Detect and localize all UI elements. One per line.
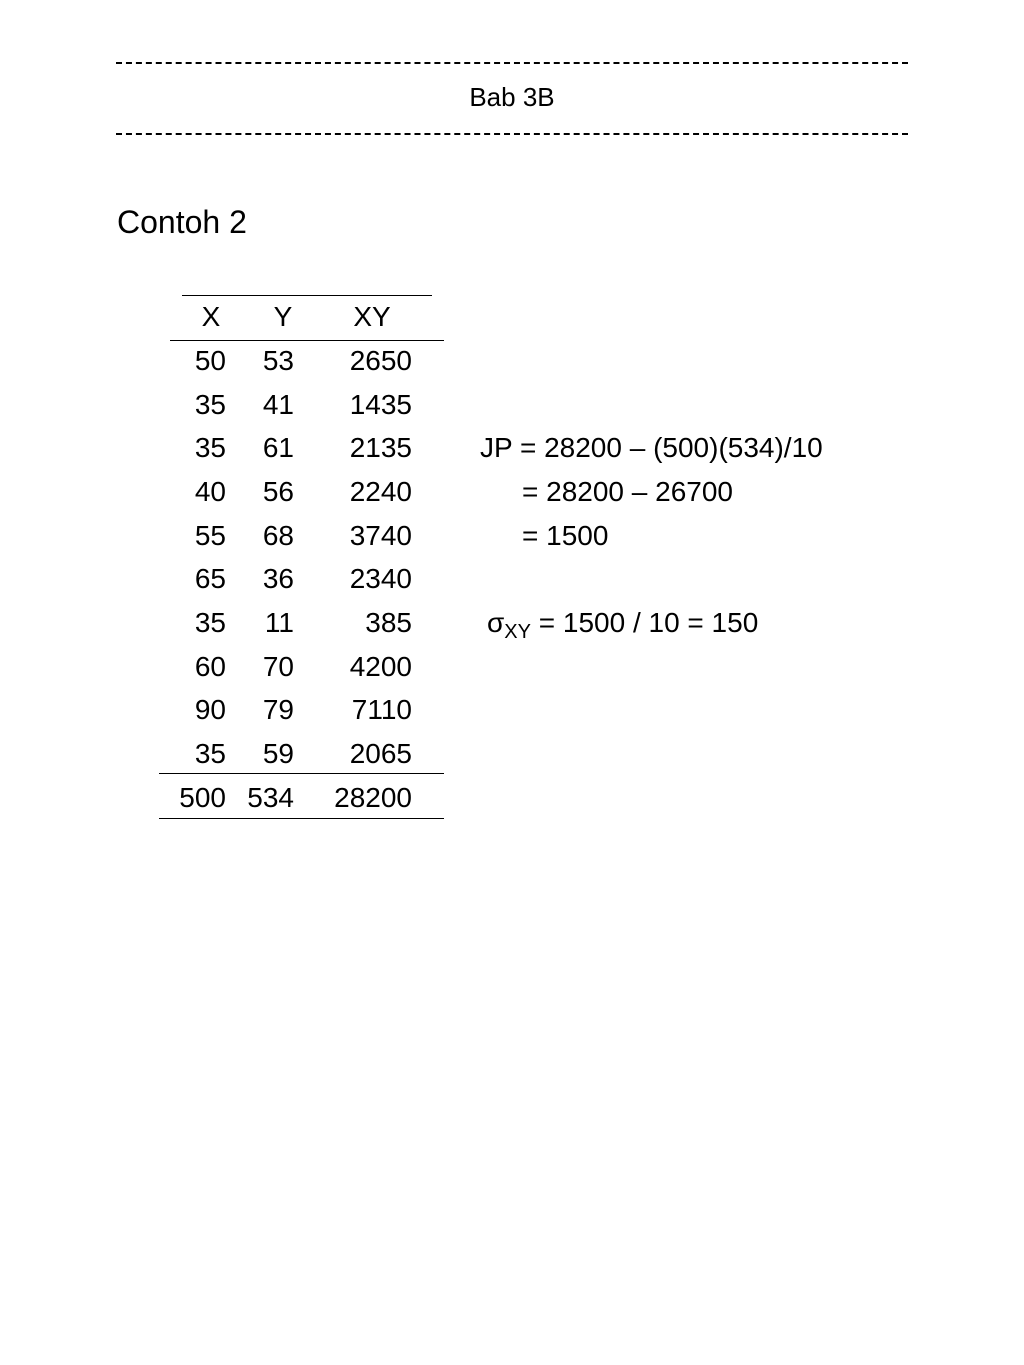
table-header-y: Y (273, 301, 293, 332)
table-cell-xy: 385 (365, 607, 412, 638)
table-cell-y: 79 (262, 694, 294, 725)
table-cell-xy: 2240 (349, 476, 412, 507)
table-cell-xy: 1435 (349, 389, 412, 420)
table-cell-x: 50 (194, 345, 226, 376)
table-cell-x: 35 (194, 432, 226, 463)
table-cell-xy: 2065 (349, 738, 412, 769)
table-cell-xy: 2650 (349, 345, 412, 376)
table-rule-top (182, 295, 432, 296)
calc-line-jp: JP = 28200 – (500)(534)/10 (480, 432, 823, 463)
table-rule-header (170, 340, 444, 341)
table-cell-x: 35 (194, 607, 226, 638)
table-cell-xy: 7110 (351, 694, 412, 725)
table-total-xy: 28200 (334, 782, 412, 813)
table-cell-xy: 2340 (349, 563, 412, 594)
calc-line-result: = 1500 (522, 520, 609, 551)
section-title: Contoh 2 (117, 204, 247, 240)
table-rule-total-bottom (159, 818, 444, 819)
table-cell-x: 90 (194, 694, 226, 725)
table-cell-y: 59 (262, 738, 294, 769)
table-cell-x: 55 (194, 520, 226, 551)
sigma-symbol: σ (487, 607, 505, 638)
table-cell-x: 65 (194, 563, 226, 594)
header-dash-line-top (116, 62, 908, 64)
table-cell-y: 11 (264, 607, 294, 638)
table-cell-y: 61 (262, 432, 294, 463)
table-cell-y: 36 (262, 563, 294, 594)
table-cell-x: 60 (194, 651, 226, 682)
sigma-expression: = 1500 / 10 = 150 (530, 607, 759, 638)
table-cell-y: 53 (262, 345, 294, 376)
header-title: Bab 3B (469, 82, 555, 112)
table-total-y: 534 (247, 782, 294, 813)
table-cell-y: 41 (262, 389, 294, 420)
table-cell-x: 35 (194, 738, 226, 769)
table-cell-y: 70 (262, 651, 294, 682)
table-cell-y: 56 (262, 476, 294, 507)
header-dash-line-bottom (116, 133, 908, 135)
table-total-x: 500 (179, 782, 226, 813)
table-header-x: X (201, 301, 221, 332)
table-cell-xy: 2135 (349, 432, 412, 463)
calc-line-subtraction: = 28200 – 26700 (522, 476, 733, 507)
table-cell-x: 40 (194, 476, 226, 507)
table-cell-y: 68 (262, 520, 294, 551)
sigma-subscript: XY (504, 621, 531, 643)
table-cell-xy: 4200 (349, 651, 412, 682)
table-cell-xy: 3740 (349, 520, 412, 551)
calc-line-sigma (487, 607, 759, 643)
table-cell-x: 35 (194, 389, 226, 420)
table-header-xy: XY (353, 301, 391, 332)
table-rule-total-top (159, 773, 444, 774)
